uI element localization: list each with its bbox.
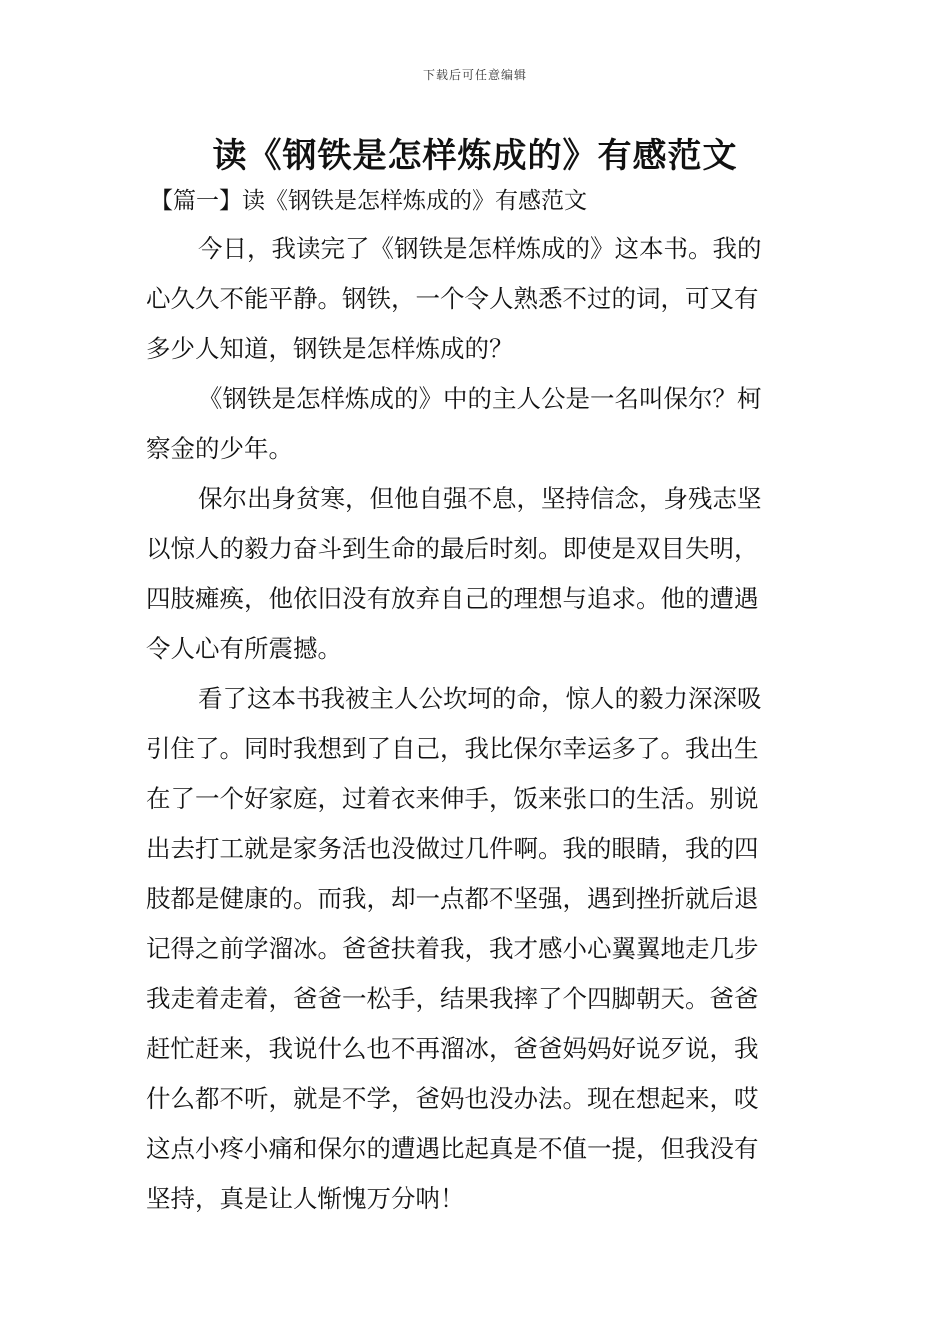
- text-line: 察金的少年。: [146, 434, 293, 463]
- text-line: 今日，我读完了《钢铁是怎样炼成的》这本书。我的: [198, 234, 762, 263]
- text-line: 坚持，真是让人惭愧万分呐！: [146, 1184, 465, 1213]
- text-line: 记得之前学溜冰。爸爸扶着我，我才感小心翼翼地走几步: [146, 934, 759, 963]
- text-line: 多少人知道，钢铁是怎样炼成的？: [146, 334, 514, 363]
- document-title: 读《钢铁是怎样炼成的》有感范文: [212, 136, 738, 176]
- text-line: 引住了。同时我想到了自己，我比保尔幸运多了。我出生: [146, 734, 759, 763]
- text-line: 心久久不能平静。钢铁，一个令人熟悉不过的词，可又有: [146, 284, 759, 313]
- text-line: 《钢铁是怎样炼成的》中的主人公是一名叫保尔？柯: [198, 384, 762, 413]
- text-line: 我走着走着，爸爸一松手，结果我摔了个四脚朝天。爸爸: [146, 984, 759, 1013]
- text-line: 四肢瘫痪，他依旧没有放弃自己的理想与追求。他的遭遇: [146, 584, 759, 613]
- text-line: 在了一个好家庭，过着衣来伸手，饭来张口的生活。别说: [146, 784, 759, 813]
- text-line: 肢都是健康的。而我，却一点都不坚强，遇到挫折就后退: [146, 884, 759, 913]
- text-line: 保尔出身贫寒，但他自强不息，坚持信念，身残志坚: [198, 484, 762, 513]
- text-line: 出去打工就是家务活也没做过几件啊。我的眼睛，我的四: [146, 834, 759, 863]
- text-line: 令人心有所震撼。: [146, 634, 342, 663]
- text-line: 赶忙赶来，我说什么也不再溜冰，爸爸妈妈好说歹说，我: [146, 1034, 759, 1063]
- section-title: 【篇一】读《钢铁是怎样炼成的》有感范文: [150, 188, 587, 214]
- text-line: 看了这本书我被主人公坎坷的命，惊人的毅力深深吸: [198, 684, 762, 713]
- text-line: 什么都不听，就是不学，爸妈也没办法。现在想起来，哎: [146, 1084, 759, 1113]
- header-note: 下载后可任意编辑: [422, 68, 527, 82]
- text-line: 这点小疼小痛和保尔的遭遇比起真是不值一提，但我没有: [146, 1134, 759, 1163]
- text-line: 以惊人的毅力奋斗到生命的最后时刻。即使是双目失明，: [146, 534, 759, 563]
